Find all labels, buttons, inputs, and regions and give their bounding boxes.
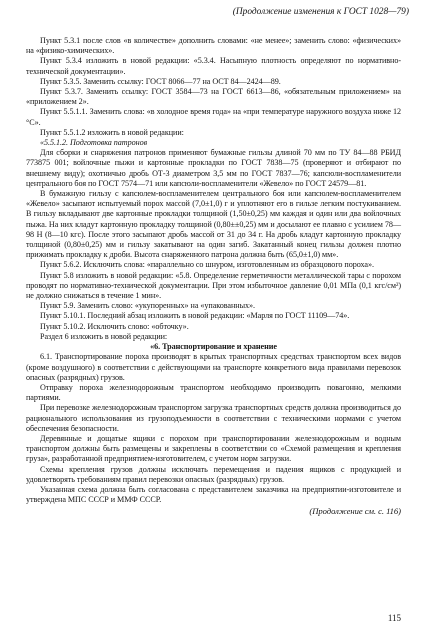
paragraph: Пункт 5.10.1. Последний абзац изложить в новой редакции: «Марля по ГОСТ 11109—74». — [40, 311, 350, 321]
paragraph: В бумажную гильзу с капсюлем-воспламенителем центрального боя или капсюлем-воспламенителем «Жевело» засыпают испытуемый порох массой (7,0±1,0) г и уплотняют его в гильзе легким постукиванием. В гильзу вкладывают две картонные прокладки толщиной (1,50±0,25) мм каждая и один или два войлочных пыжа. На них кладут картонную прокладку толщиной (0,80±±0,25) мм и досылают ее плавно с усилием 78—98 Н (8—10 кгс). После этого засыпают дробь массой от 31 до 34 г. На дробь кладут картонную прокладку толщиной (0,80±0,25) мм и гильзу закатывают на один загиб. Закатанный конец гильзы должен плотно прижимать прокладку к дроби. Высота снаряженного патрона должна быть (65,0±1,0) мм». — [26, 189, 401, 260]
continuation-note: (Продолжение см. с. 116) — [309, 506, 401, 517]
paragraph: Отправку пороха железнодорожным транспортом необходимо производить повагонно, мелкими партиями. — [26, 382, 401, 403]
paragraph: Раздел 6 изложить в новой редакции: — [40, 331, 168, 341]
paragraph: Деревянные и дощатые ящики с порохом при транспортировании железнодорожным и водным транспортом должны быть размещены и закреплены в соответствии со «Схемой размещения и крепления груза», разработанной предприятием-изготовителем, с учетом норм загрузки. — [26, 433, 401, 464]
paragraph: Пункт 5.3.4 изложить в новой редакции: «5.3.4. Насыпную плотность определяют по нормативно-технической документации». — [26, 56, 401, 76]
running-header: (Продолжение изменения к ГОСТ 1028—79) — [232, 7, 409, 17]
paragraph: Пункт 5.3.7. Заменить ссылку: ГОСТ 3584—73 на ГОСТ 6613—86, «обязательным приложением» на «приложением 2». — [26, 87, 401, 107]
paragraph: Пункт 5.3.5. Заменить ссылку: ГОСТ 8066—77 на ОСТ 84—2424—89. — [40, 76, 281, 86]
document-body — [26, 36, 401, 517]
paragraph: «5.5.1.2. Подготовка патронов — [40, 138, 148, 148]
paragraph: Пункт 5.9. Заменить слово: «укупоренных» на «упакованных». — [40, 301, 256, 311]
paragraph: 6.1. Транспортирование пороха производят в крытых транспортных средствах транспортом всех видов (кроме воздушного) в соответствии с действующими на транспорте конкретного вида правилами перевозок опасных (разрядных) грузов. — [26, 352, 401, 382]
paragraph: Пункт 5.6.2. Исключить слова: «параллельно со шнуром, изготовленным из образцового пороха». — [40, 260, 374, 270]
paragraph: Пункт 5.5.1.1. Заменить слова: «в холодное время года» на «при температуре наружного воздуха ниже 12 °С». — [26, 107, 401, 127]
paragraph: Пункт 5.8 изложить в новой редакции: «5.8. Определение герметичности металлической тары с порохом проводят по нормативно-технической документации. При этом избыточное давление 0,01 МПа (0,1 кгс/см²) не должно снижаться в течение 1 мин». — [26, 270, 401, 301]
paragraph: Указанная схема должна быть согласована с представителем заказчика на предприятии-изготовителе и утверждена МПС СССР и ММФ СССР. — [26, 484, 401, 505]
paragraph: Для сборки и снаряжения патронов применяют бумажные гильзы длиной 70 мм по ТУ 84—88 РБИД 773875 001; войлочные пыжи и картонные прокладки по ГОСТ 7838—75 (проверяют и отбирают по внешнему виду); охотничью дробь ОТ-3 диаметром 3,5 мм по ГОСТ 7837—76; капсюли-воспламенители центрального боя по ГОСТ 7574—71 или капсюли-воспламенители «Жевело» по ГОСТ 24579—81. — [26, 148, 401, 188]
paragraph: Пункт 5.5.1.2 изложить в новой редакции: — [40, 127, 184, 137]
paragraph: Пункт 5.10.2. Исключить слово: «обточку». — [40, 321, 189, 331]
paragraph: Пункт 5.3.1 после слов «в количестве» дополнить словами: «не менее»; заменить слово: «физических» на «физико-химических». — [26, 36, 401, 56]
paragraph: При перевозке железнодорожным транспортом загрузка транспортных средств должна производиться до рационального использования из грузоподъемности в соответствии с техническими нормами с учетом обеспечения безопасности. — [26, 403, 401, 433]
paragraph: Схемы крепления грузов должны исключать перемещения и падения ящиков с продукцией и удовлетворять требованиям правил перевозки опасных (разрядных) грузов. — [26, 464, 401, 484]
page-number: 115 — [387, 613, 401, 623]
section-heading: «6. Транспортирование и хранение — [150, 342, 277, 352]
